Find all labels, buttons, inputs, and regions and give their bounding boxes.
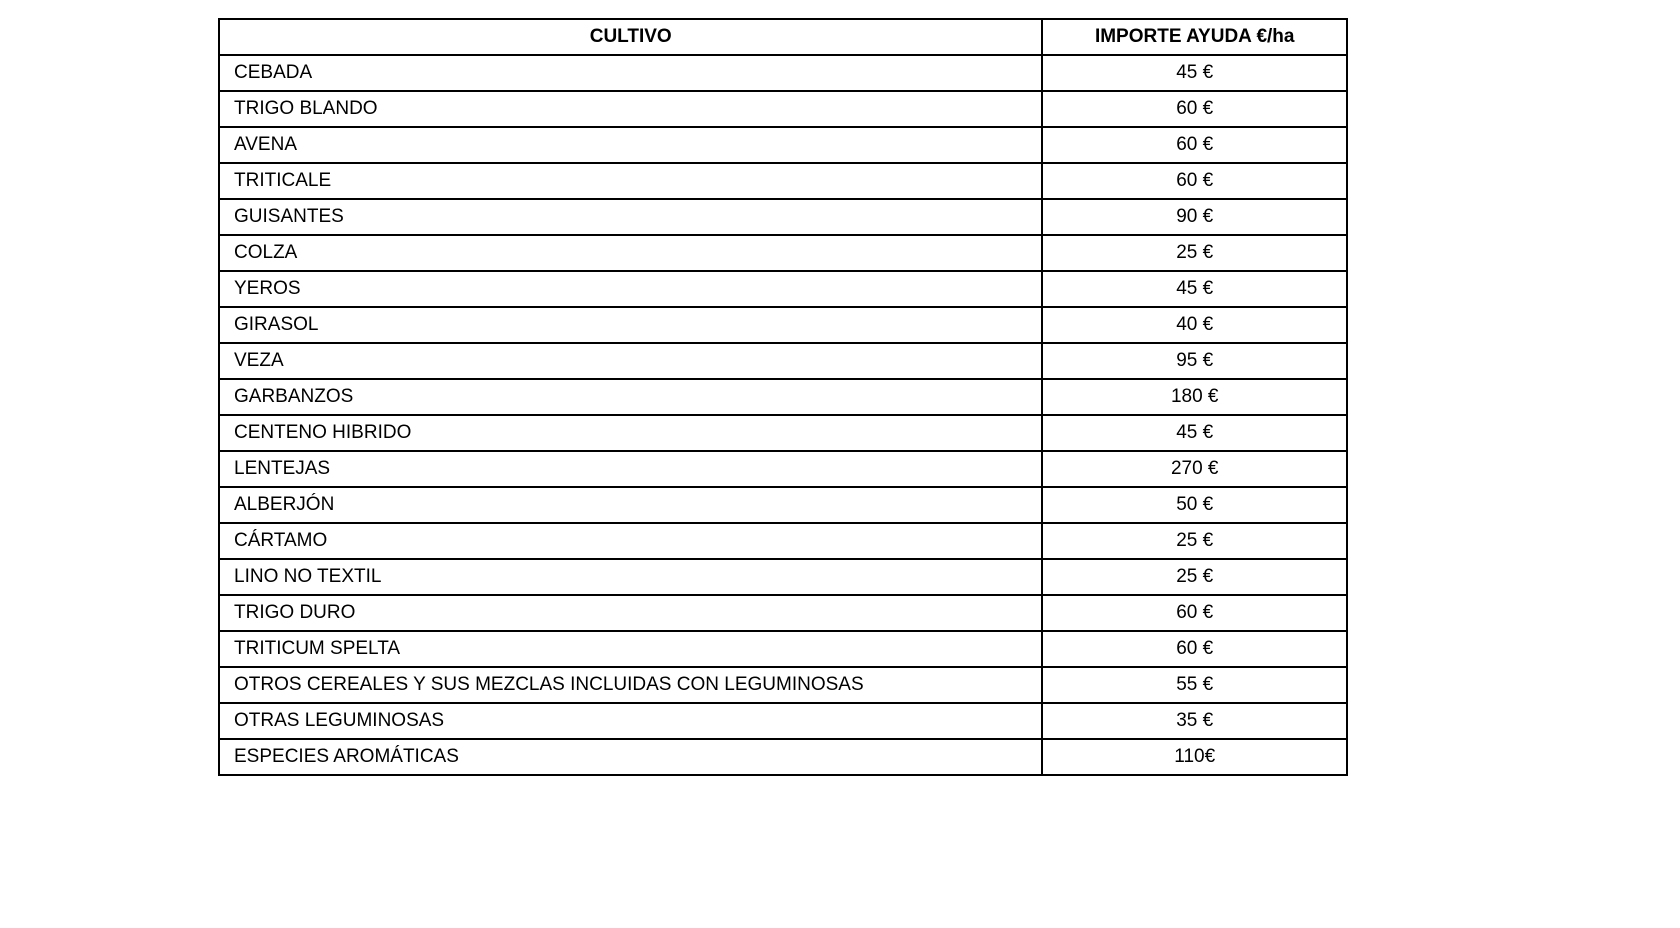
crop-cell: LINO NO TEXTIL xyxy=(219,559,1042,595)
table-row xyxy=(219,127,1347,163)
table-row xyxy=(219,667,1347,703)
crop-cell: TRIGO BLANDO xyxy=(219,91,1042,127)
table-row xyxy=(219,91,1347,127)
table-row xyxy=(219,487,1347,523)
crop-cell: GARBANZOS xyxy=(219,379,1042,415)
table-row xyxy=(219,559,1347,595)
crop-cell: CEBADA xyxy=(219,55,1042,91)
crop-cell: CENTENO HIBRIDO xyxy=(219,415,1042,451)
amount-cell: 45 € xyxy=(1042,271,1347,307)
amount-cell: 180 € xyxy=(1042,379,1347,415)
column-header-importe-ayuda: IMPORTE AYUDA €/ha xyxy=(1042,19,1347,55)
amount-cell: 270 € xyxy=(1042,451,1347,487)
amount-cell: 95 € xyxy=(1042,343,1347,379)
table-row xyxy=(219,451,1347,487)
subsidy-table-container xyxy=(218,18,1348,776)
crop-cell: AVENA xyxy=(219,127,1042,163)
amount-cell: 60 € xyxy=(1042,163,1347,199)
table-row xyxy=(219,379,1347,415)
table-row xyxy=(219,631,1347,667)
amount-cell: 60 € xyxy=(1042,127,1347,163)
amount-cell: 110€ xyxy=(1042,739,1347,775)
table-row xyxy=(219,163,1347,199)
crop-cell: TRITICALE xyxy=(219,163,1042,199)
crop-cell: TRITICUM SPELTA xyxy=(219,631,1042,667)
crop-cell: OTRAS LEGUMINOSAS xyxy=(219,703,1042,739)
crop-subsidy-table xyxy=(218,18,1348,776)
column-header-cultivo: CULTIVO xyxy=(219,19,1042,55)
crop-cell: TRIGO DURO xyxy=(219,595,1042,631)
amount-cell: 35 € xyxy=(1042,703,1347,739)
amount-cell: 60 € xyxy=(1042,91,1347,127)
table-row xyxy=(219,739,1347,775)
crop-cell: GIRASOL xyxy=(219,307,1042,343)
amount-cell: 60 € xyxy=(1042,595,1347,631)
amount-cell: 90 € xyxy=(1042,199,1347,235)
amount-cell: 25 € xyxy=(1042,523,1347,559)
table-row xyxy=(219,595,1347,631)
amount-cell: 55 € xyxy=(1042,667,1347,703)
crop-cell: ALBERJÓN xyxy=(219,487,1042,523)
table-row xyxy=(219,307,1347,343)
crop-cell: OTROS CEREALES Y SUS MEZCLAS INCLUIDAS CON LEGUMINOSAS xyxy=(219,667,1042,703)
amount-cell: 40 € xyxy=(1042,307,1347,343)
amount-cell: 60 € xyxy=(1042,631,1347,667)
table-row xyxy=(219,343,1347,379)
crop-cell: COLZA xyxy=(219,235,1042,271)
table-row xyxy=(219,199,1347,235)
amount-cell: 45 € xyxy=(1042,55,1347,91)
table-row xyxy=(219,703,1347,739)
crop-cell: GUISANTES xyxy=(219,199,1042,235)
amount-cell: 25 € xyxy=(1042,559,1347,595)
crop-cell: YEROS xyxy=(219,271,1042,307)
crop-cell: VEZA xyxy=(219,343,1042,379)
table-row xyxy=(219,415,1347,451)
table-row xyxy=(219,523,1347,559)
table-row xyxy=(219,271,1347,307)
amount-cell: 50 € xyxy=(1042,487,1347,523)
table-row xyxy=(219,235,1347,271)
crop-cell: ESPECIES AROMÁTICAS xyxy=(219,739,1042,775)
amount-cell: 25 € xyxy=(1042,235,1347,271)
table-row xyxy=(219,55,1347,91)
crop-cell: CÁRTAMO xyxy=(219,523,1042,559)
header-row xyxy=(219,19,1347,55)
crop-cell: LENTEJAS xyxy=(219,451,1042,487)
amount-cell: 45 € xyxy=(1042,415,1347,451)
